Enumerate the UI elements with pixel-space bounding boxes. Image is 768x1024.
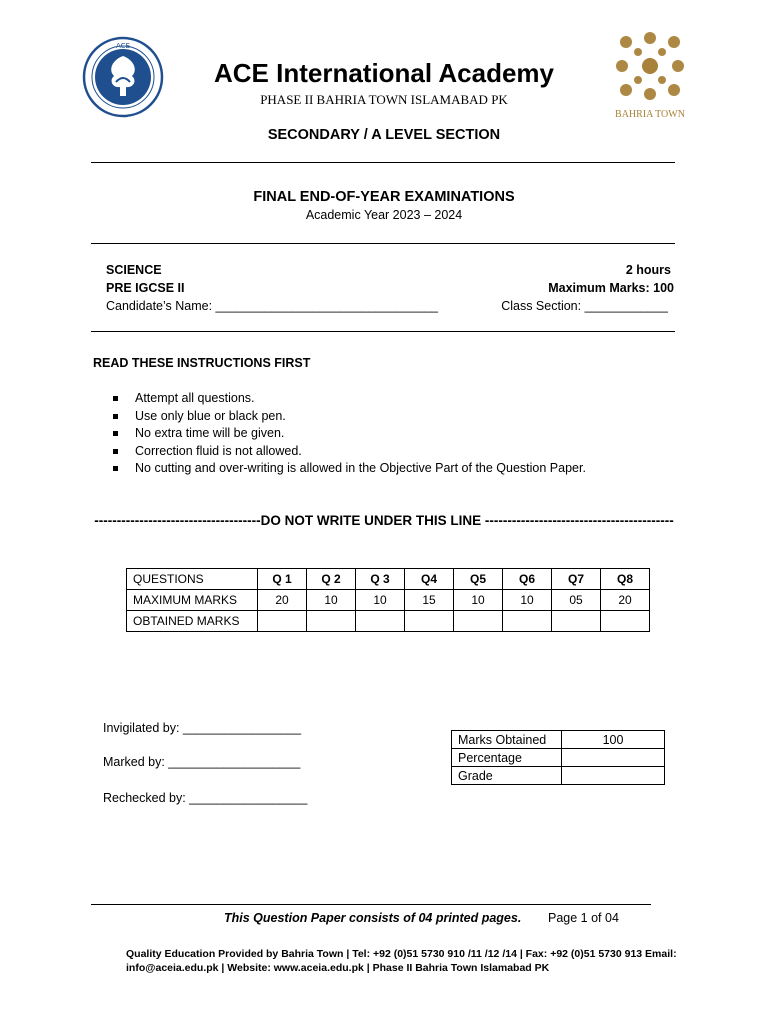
pages-note: This Question Paper consists of 04 printed pages. — [224, 911, 522, 925]
table-cell: Marks Obtained — [452, 731, 562, 749]
school-title: ACE International Academy — [213, 58, 554, 88]
instruction-text: No cutting and over-writing is allowed in the Objective Part of the Question Paper. — [135, 461, 586, 475]
max-marks-label: Maximum Marks: 100 — [548, 281, 674, 295]
ace-logo-text: ACE — [116, 42, 130, 50]
level-label: PRE IGCSE II — [106, 281, 185, 295]
table-cell: Percentage — [452, 749, 562, 767]
table-row — [452, 749, 665, 767]
rechecked-by-field: Rechecked by: _________________ — [103, 791, 308, 805]
footer-contact: Quality Education Provided by Bahria Town | Tel: +92 (0)51 5730 910 /11 /12 /14 | Fax: +92 (0)51 5730 913 Email: info@aceia.edu.pk | Website: www.aceia.edu.pk | Phase II Bahria Town Islamabad PK — [126, 948, 677, 974]
table-cell: 20 — [601, 590, 650, 611]
obtained-mark-cell[interactable] — [503, 611, 552, 632]
table-cell: 05 — [552, 590, 601, 611]
duration-label: 2 hours — [625, 263, 671, 277]
table-header-cell: Q4 — [405, 569, 454, 590]
page-number: Page 1 of 04 — [548, 911, 619, 925]
bullet-icon — [113, 449, 118, 454]
table-cell: 100 — [562, 731, 665, 749]
table-row — [127, 569, 650, 590]
instruction-item — [113, 460, 586, 478]
instruction-item — [113, 443, 586, 461]
table-cell: Grade — [452, 767, 562, 785]
table-row — [127, 590, 650, 611]
class-section-field: Class Section: ____________ — [501, 299, 668, 313]
bullet-icon — [113, 414, 118, 419]
instruction-text: Use only blue or black pen. — [135, 408, 286, 423]
table-header-cell: Q5 — [454, 569, 503, 590]
instructions-heading: READ THESE INSTRUCTIONS FIRST — [93, 356, 311, 370]
table-cell: MAXIMUM MARKS — [127, 590, 258, 611]
candidate-name-field: Candidate’s Name: ________________________________ — [106, 299, 439, 313]
footer-rule — [91, 904, 651, 905]
instruction-item — [113, 408, 586, 426]
percentage-value-cell[interactable] — [562, 749, 665, 767]
table-cell: 15 — [405, 590, 454, 611]
obtained-mark-cell[interactable] — [307, 611, 356, 632]
obtained-mark-cell[interactable] — [356, 611, 405, 632]
obtained-mark-cell[interactable] — [258, 611, 307, 632]
instruction-item — [113, 390, 586, 408]
table-header-cell: Q7 — [552, 569, 601, 590]
table-row — [452, 767, 665, 785]
table-cell: 10 — [503, 590, 552, 611]
academic-year: Academic Year 2023 – 2024 — [305, 208, 463, 222]
table-cell: 10 — [307, 590, 356, 611]
table-header-cell: Q8 — [601, 569, 650, 590]
section-title: SECONDARY / A LEVEL SECTION — [267, 127, 501, 143]
table-cell: 10 — [454, 590, 503, 611]
table-header-cell: Q 2 — [307, 569, 356, 590]
invigilated-by-field: Invigilated by: _________________ — [103, 721, 302, 735]
subject-label: SCIENCE — [106, 263, 162, 277]
obtained-mark-cell[interactable] — [454, 611, 503, 632]
grade-value-cell[interactable] — [562, 767, 665, 785]
table-row — [127, 611, 650, 632]
instruction-item — [113, 425, 586, 443]
summary-table — [451, 730, 665, 785]
table-header-cell: QUESTIONS — [127, 569, 258, 590]
table-row — [452, 731, 665, 749]
divider-rule — [91, 243, 675, 244]
table-cell: OBTAINED MARKS — [127, 611, 258, 632]
obtained-mark-cell[interactable] — [552, 611, 601, 632]
instruction-text: No extra time will be given. — [135, 426, 285, 440]
obtained-mark-cell[interactable] — [405, 611, 454, 632]
do-not-write-line: -------------------------------------DO NOT WRITE UNDER THIS LINE ------------------------------------------ — [94, 513, 674, 528]
instructions-list — [113, 390, 586, 478]
table-cell: 20 — [258, 590, 307, 611]
bullet-icon — [113, 466, 118, 471]
instruction-text: Correction fluid is not allowed. — [135, 443, 302, 458]
school-address: PHASE II BAHRIA TOWN ISLAMABAD PK — [260, 92, 508, 107]
obtained-mark-cell[interactable] — [601, 611, 650, 632]
divider-rule — [91, 162, 675, 163]
bullet-icon — [113, 431, 118, 436]
exam-title: FINAL END-OF-YEAR EXAMINATIONS — [253, 189, 515, 205]
marks-table — [126, 568, 650, 632]
table-header-cell: Q 3 — [356, 569, 405, 590]
marked-by-field: Marked by: ___________________ — [103, 755, 301, 769]
table-header-cell: Q 1 — [258, 569, 307, 590]
bahria-logo-text: BAHRIA TOWN — [615, 109, 685, 120]
table-cell: 10 — [356, 590, 405, 611]
table-header-cell: Q6 — [503, 569, 552, 590]
divider-rule — [91, 331, 675, 332]
instruction-text: Attempt all questions. — [135, 391, 255, 405]
bullet-icon — [113, 396, 118, 401]
